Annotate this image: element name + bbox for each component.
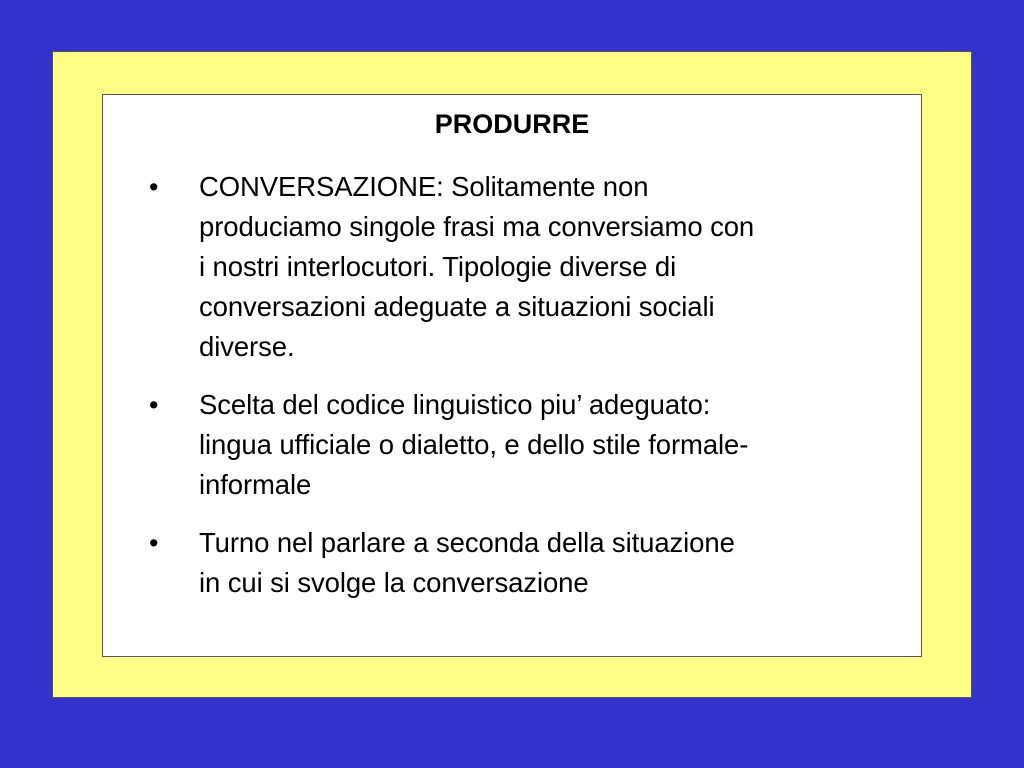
bullet-item-codice <box>145 385 900 505</box>
bullet-marker: • <box>149 172 159 202</box>
bullet-item-conversazione <box>145 167 900 367</box>
slide-title: PRODURRE <box>434 109 590 139</box>
text-line: Scelta del codice linguistico piu’ adeguato: <box>199 389 711 420</box>
text-line: diverse. <box>199 331 295 362</box>
bullet-list <box>145 167 900 621</box>
text-line: produciamo singole frasi ma conversiamo con <box>199 211 755 242</box>
text-line: i nostri interlocutori. Tipologie diverse di <box>199 251 677 282</box>
bullet-marker: • <box>149 390 159 420</box>
bullet-marker: • <box>149 528 159 558</box>
text-line: conversazioni adeguate a situazioni sociali <box>199 291 715 322</box>
text-line: informale <box>199 469 312 500</box>
text-line: lingua ufficiale o dialetto, e dello stile formale- <box>199 429 749 460</box>
text-line: CONVERSAZIONE: Solitamente non <box>199 171 649 202</box>
text-line: Turno nel parlare a seconda della situazione <box>199 527 735 558</box>
bullet-text <box>199 385 900 505</box>
bullet-item-turno <box>145 523 900 603</box>
bullet-text <box>199 523 900 603</box>
bullet-text <box>199 167 900 367</box>
text-line: in cui si svolge la conversazione <box>199 567 589 598</box>
